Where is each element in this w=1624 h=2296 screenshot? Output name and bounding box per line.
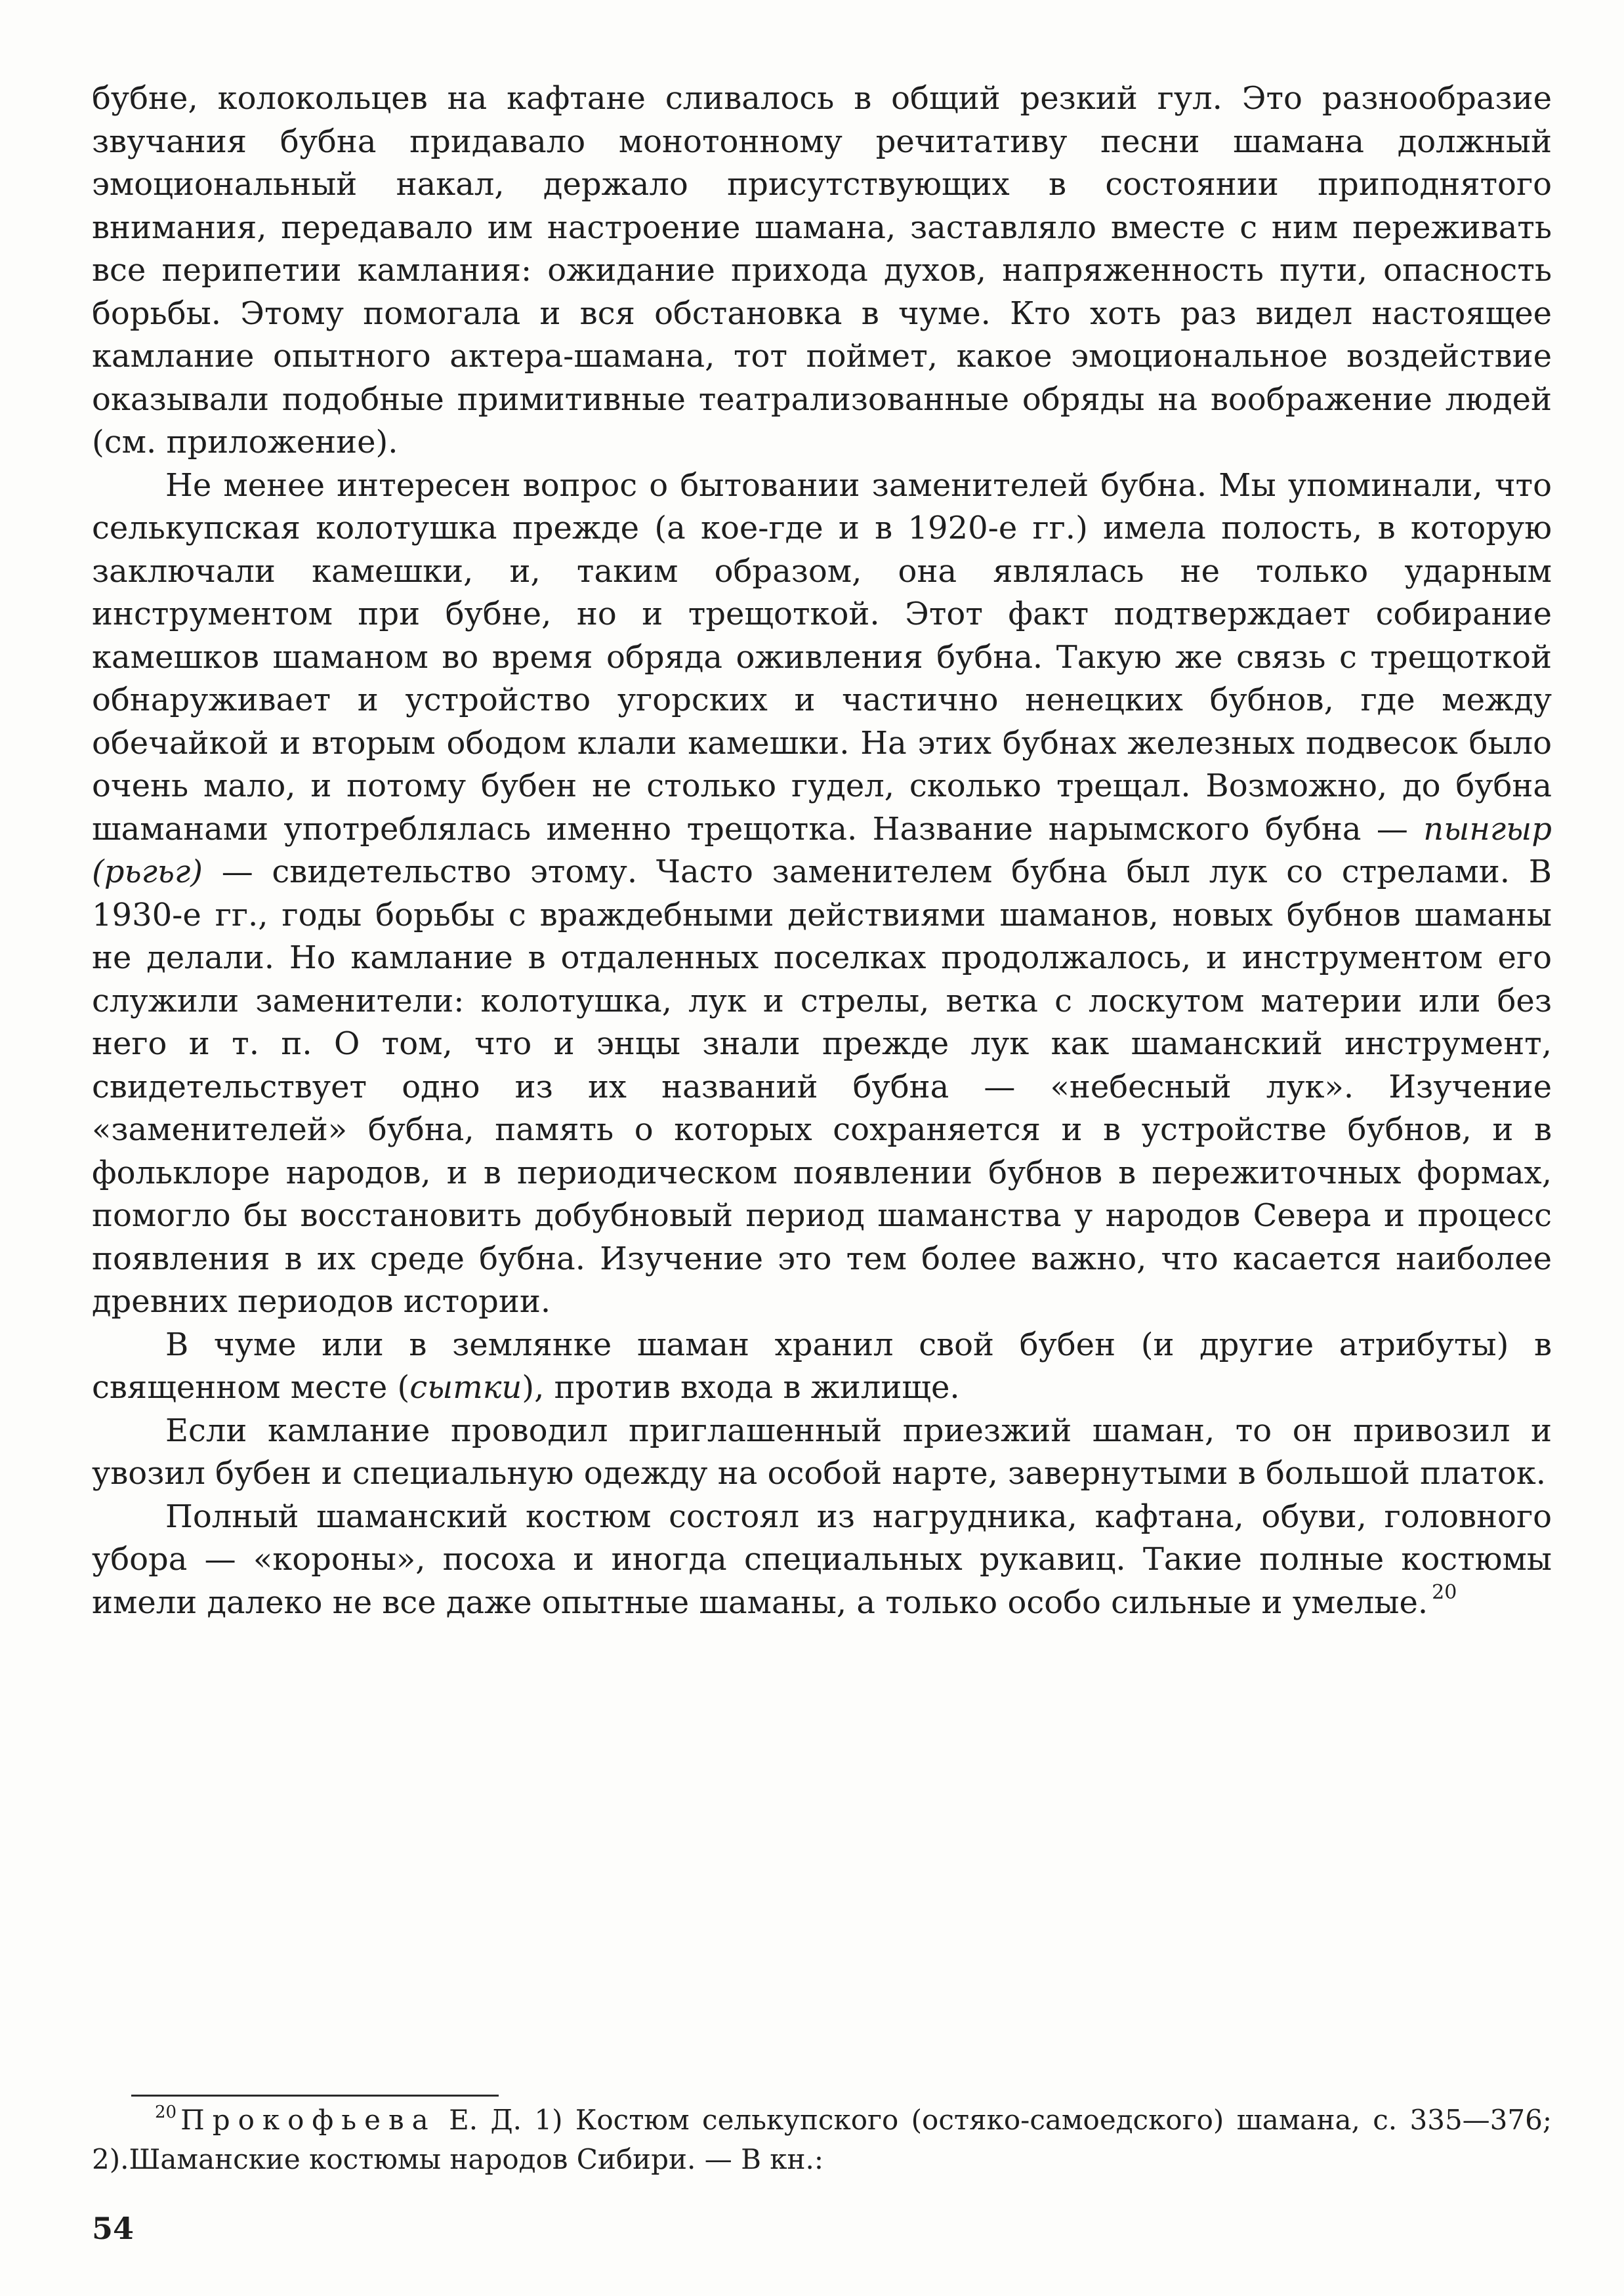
footnote-author: Прокофьева: [180, 2104, 436, 2136]
paragraph-1: [92, 77, 1552, 464]
paragraph-3-text-b: ), против входа в жилище.: [522, 1369, 960, 1406]
paragraph-5-text: Полный шаманский костюм состоял из нагрудника, кафтана, обуви, головного убора — «короны», посоха и иногда специальных рукавиц. Такие полные костюмы имели далеко не все даже опытные шаманы, а только особо сильные и умелые.: [92, 1498, 1552, 1621]
footnote-mark: 20: [155, 2102, 177, 2122]
paragraph-2-text-a: Не менее интересен вопрос о бытовании заменителей бубна. Мы упоминали, что селькупская колотушка прежде (а кое-где и в 1920-е гг.) имела полость, в которую заключали камешки, и, таким образом, она являлась не только ударным инструментом при бубне, но и трещоткой. Этот факт подтверждает собирание камешков шаманом во время обряда оживления бубна. Такую же связь с трещоткой обнаруживает и устройство угорских и частично ненецких бубнов, где между обечайкой и вторым ободом клали камешки. На этих бубнах железных подвесок было очень мало, и потому бубен не столько гудел, сколько трещал. Возможно, до бубна шаманами употреблялась именно трещотка. Название нарымского бубна —: [92, 466, 1552, 848]
paragraph-1-text: бубне, колокольцев на кафтане сливалось в общий резкий гул. Это разнообразие звучания бубна придавало монотонному речитативу песни шамана должный эмоциональный накал, держало присутствующих в состоянии приподнятого внимания, передавало им настроение шамана, заставляло вместе с ним переживать все перипетии камлания: ожидание прихода духов, напряженность пути, опасность борьбы. Этому помогала и вся обстановка в чуме. Кто хоть раз видел настоящее камлание опытного актера-шамана, тот поймет, какое эмоциональное воздействие оказывали подобные примитивные театрализованные обряды на воображение людей (см. приложение).: [92, 80, 1552, 461]
term-pyngyr: пынгыр: [1423, 810, 1552, 848]
paragraph-3-text-a: В чуме или в землянке шаман хранил свой бубен (и другие атрибуты) в священном месте (: [92, 1326, 1552, 1406]
footnote-text: Е. Д. 1) Костюм селькупского (остяко-самоедского) шамана, с. 335—376; 2).Шаманские костюмы народов Сибири. — В кн.:: [92, 2104, 1552, 2175]
paragraph-2: [92, 464, 1552, 1324]
term-sytki: сытки: [409, 1369, 522, 1406]
footnote-divider: [131, 2095, 499, 2097]
paragraph-4-text: Если камлание проводил приглашенный приезжий шаман, то он привозил и увозил бубен и специальную одежду на особой нарте, завернутыми в большой платок.: [92, 1412, 1552, 1492]
paragraph-3: [92, 1324, 1552, 1410]
page-number: 54: [92, 2211, 135, 2246]
term-rgg: (рьгьг): [92, 853, 203, 890]
main-text: [92, 77, 1552, 1624]
paragraph-4: [92, 1410, 1552, 1496]
footnote-reference[interactable]: 20: [1432, 1580, 1457, 1604]
footnote: [92, 2101, 1552, 2179]
paragraph-2-text-b: — свидетельство этому. Часто заменителем бубна был лук со стрелами. В 1930-е гг., годы борьбы с враждебными действиями шаманов, новых бубнов шаманы не делали. Но камлание в отдаленных поселках продолжалось, и инструментом его служили заменители: колотушка, лук и стрелы, ветка с лоскутом материи или без него и т. п. О том, что и энцы знали прежде лук как шаманский инструмент, свидетельствует одно из их названий бубна — «небесный лук». Изучение «заменителей» бубна, память о которых сохраняется и в устройстве бубнов, и в фольклоре народов, и в периодическом появлении бубнов в пережиточных формах, помогло бы восстановить добубновый период шаманства у народов Севера и процесс появления в их среде бубна. Изучение это тем более важно, что касается наиболее древних периодов истории.: [92, 853, 1552, 1320]
paragraph-5: [92, 1496, 1552, 1625]
